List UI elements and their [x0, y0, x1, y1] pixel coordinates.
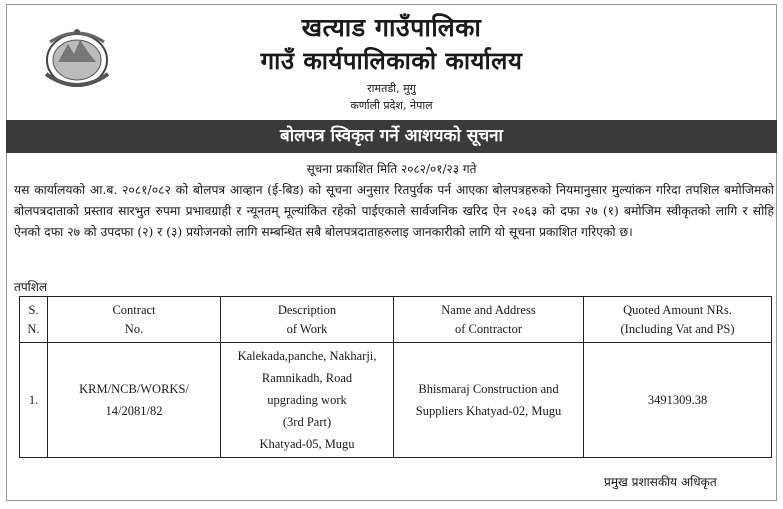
contract-table [19, 296, 772, 458]
address-line-1: रामतडी, मुगु [367, 82, 416, 95]
cell-contract-no: KRM/NCB/WORKS/ 14/2081/82 [48, 343, 221, 458]
notice-banner: बोलपत्र स्विकृत गर्ने आशयको सूचना [6, 120, 777, 153]
published-date: सूचना प्रकाशित मिति २०८२/०१/२३ गते [306, 162, 477, 176]
details-label: तपशिल [14, 280, 48, 294]
header-contract-no: Contract No. [48, 297, 221, 343]
office-title: गाउँ कार्यपालिकाको कार्यालय [260, 47, 523, 75]
notice-body: यस कार्यालयको आ.ब. २०८१/०८२ को बोलपत्र आव्हान (ई-बिड) को सूचना अनुसार रितपुर्वक पर्न आएका बोलपत्रहरुको नियमानुसार मुल्यांकन गरिदा तपशिल बमोजिमको बोलपत्रदाताको प्रस्ताव सारभुत रुपमा प्रभावग्राही र न्यूनतम् मूल्यांकित रहेको पाईएकाले सार्वजनिक खरिद ऐन २०६३ को दफा २७ (१) बमोजिम स्वीकृतको लागि र सोहि ऐनको दफा २७ को उपदफा (२) र (३) प्रयोजनको लागि सम्बन्धित सबै बोलपत्रदाताहरुलाइ जानकारीको लागि यो सूचना प्रकाशित गरिएको छ। [14, 183, 774, 239]
address-line-2: कर्णाली प्रदेश, नेपाल [350, 99, 433, 112]
cell-contractor: Bhismaraj Construction and Suppliers Khatyad-02, Mugu [394, 343, 584, 458]
header-sn: S. N. [20, 297, 48, 343]
table-row [20, 343, 772, 458]
signature-title: प्रमुख प्रशासकीय अधिकृत [604, 475, 717, 489]
header-contractor: Name and Address of Contractor [394, 297, 584, 343]
cell-amount: 3491309.38 [584, 343, 772, 458]
cell-description: Kalekada,panche, Nakharji, Ramnikadh, Road upgrading work (3rd Part) Khatyad-05, Mugu [221, 343, 394, 458]
header-description: Description of Work [221, 297, 394, 343]
cell-sn: 1. [20, 343, 48, 458]
municipality-title: खत्याड गाउँपालिका [301, 13, 482, 42]
table-header-row [20, 297, 772, 343]
header-amount: Quoted Amount NRs. (Including Vat and PS) [584, 297, 772, 343]
